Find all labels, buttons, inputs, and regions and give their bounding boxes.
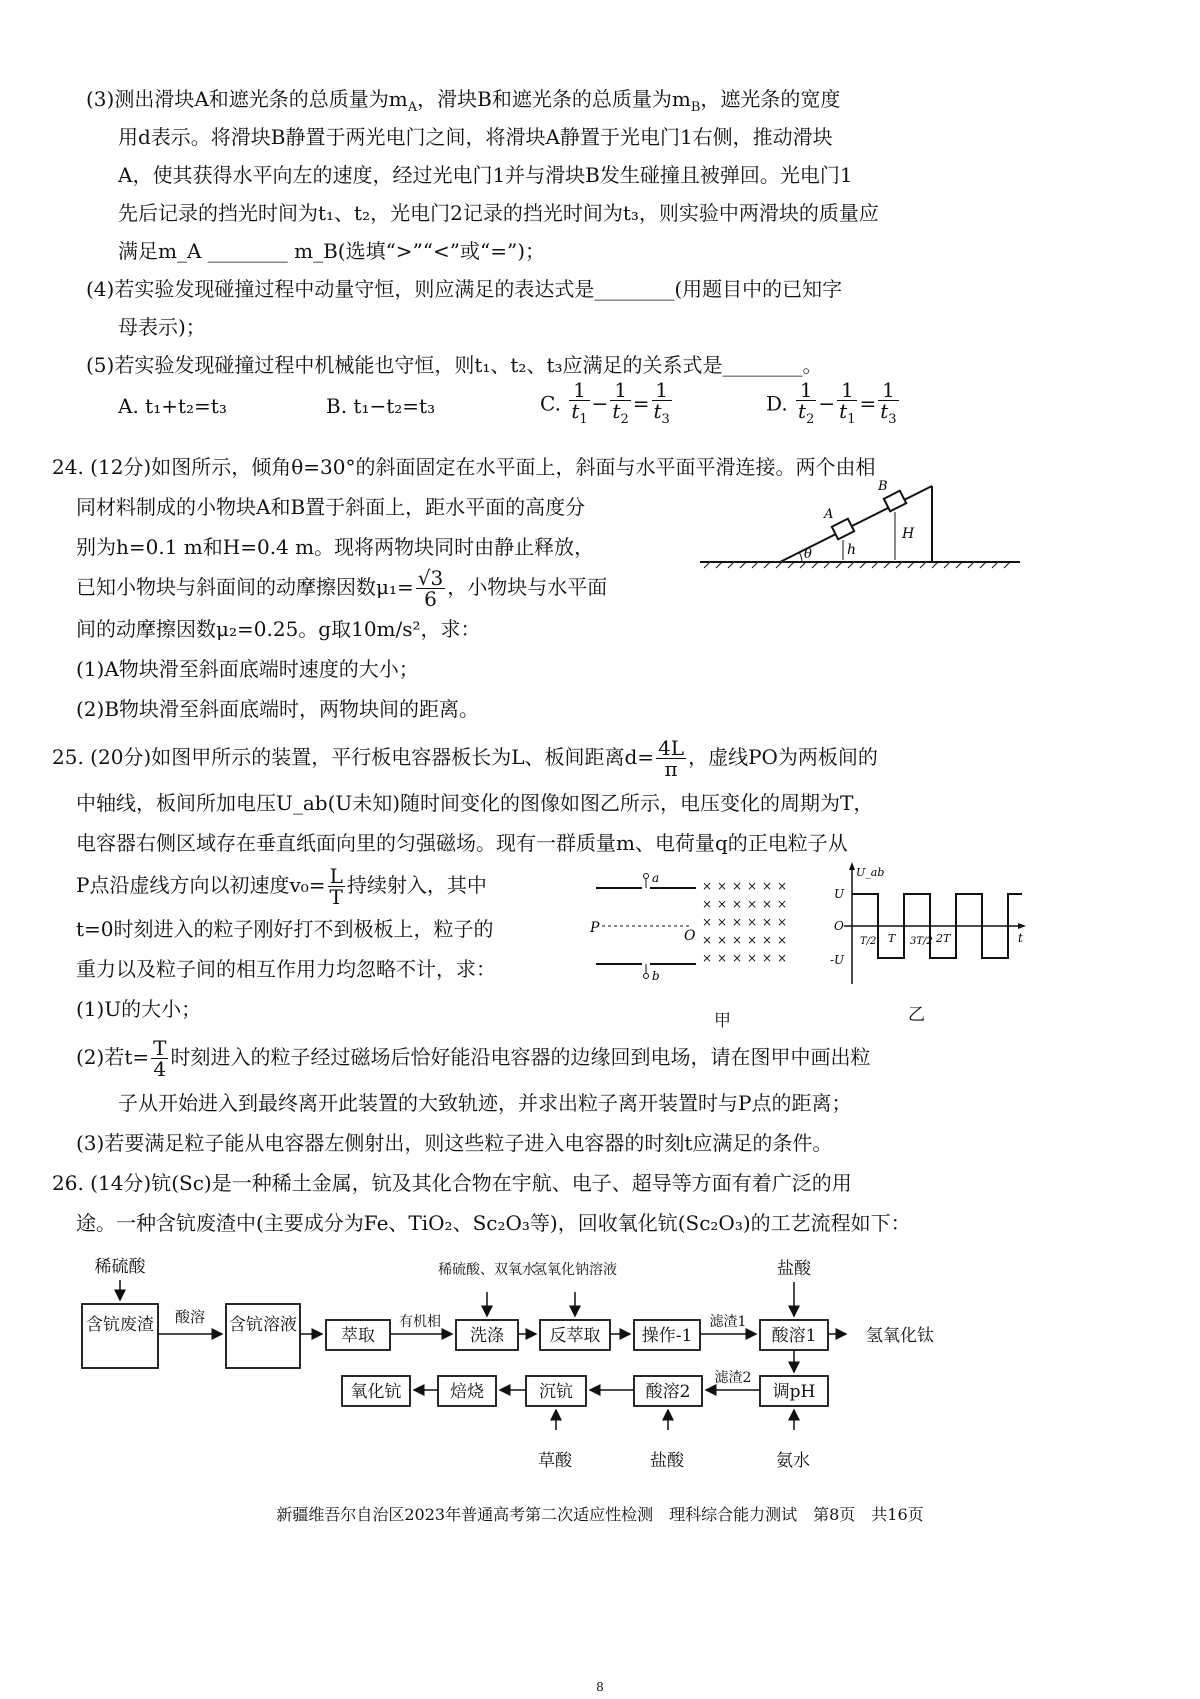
q23-p3-line3: A，使其获得水平向左的速度，经过光电门1并与滑块B发生碰撞且被弹回。光电门1 <box>118 163 853 187</box>
svg-text:×: × <box>777 879 788 893</box>
svg-text:反萃取: 反萃取 <box>549 1326 601 1346</box>
q24-sub2: (2)B物块滑至斜面底端时，两物块间的距离。 <box>76 697 480 721</box>
flow-reagent-ammonia: 氨水 <box>776 1451 810 1471</box>
svg-text:×: × <box>777 933 788 947</box>
option-a: A. t₁+t₂=t₃ <box>118 394 227 418</box>
svg-text:氧化钪: 氧化钪 <box>350 1382 402 1402</box>
svg-text:×: × <box>702 951 713 965</box>
svg-text:×: × <box>732 897 743 911</box>
svg-text:T/2: T/2 <box>860 936 877 947</box>
q23-p4-line1: (4)若实验发现碰撞过程中动量守恒，则应满足的表达式是________(用题目中的已知字 <box>86 277 843 301</box>
svg-text:3T/2: 3T/2 <box>910 936 933 947</box>
q25-line1: 25. (20分)如图甲所示的装置，平行板电容器板长为L、板间距离d= $\frac{4L}{\pi}$ ，虚线PO为两板间的 <box>52 736 878 781</box>
svg-text:×: × <box>717 915 728 929</box>
figure-yi-caption: 乙 <box>908 1005 925 1025</box>
svg-text:酸溶2: 酸溶2 <box>645 1382 691 1402</box>
q25-line4: P点沿虚线方向以初速度v₀= $\frac{L}{T}$ 持续射入，其中 <box>76 864 487 909</box>
option-b: B. t₁−t₂=t₃ <box>326 394 436 418</box>
q25-line3: 电容器右侧区域存在垂直纸面向里的匀强磁场。现有一群质量m、电荷量q的正电粒子从 <box>76 831 848 855</box>
process-flowchart <box>70 1254 1010 1434</box>
q25-sub2-line2: 子从开始进入到最终离开此装置的大致轨迹，并求出粒子离开装置时与P点的距离； <box>118 1091 852 1115</box>
q24-sub1: (1)A物块滑至斜面底端时速度的大小； <box>76 657 419 681</box>
svg-text:×: × <box>732 879 743 893</box>
svg-text:×: × <box>732 951 743 965</box>
svg-text:a: a <box>652 871 660 885</box>
q24-line5: 间的动摩擦因数μ₂=0.25。g取10m/s²，求： <box>76 617 481 641</box>
q25-line6: 重力以及粒子间的相互作用力均忽略不计，求： <box>76 957 496 981</box>
svg-text:×: × <box>762 933 773 947</box>
svg-text:稀硫酸、双氧水: 稀硫酸、双氧水 <box>438 1262 536 1278</box>
svg-text:×: × <box>747 897 758 911</box>
svg-text:×: × <box>777 951 788 965</box>
svg-text:×: × <box>702 915 713 929</box>
q23-p4-line2: 母表示)； <box>118 315 206 339</box>
flow-box1-l1: 含钪废渣 <box>86 1315 154 1335</box>
svg-text:×: × <box>702 897 713 911</box>
svg-text:U_ab: U_ab <box>856 866 885 879</box>
svg-text:×: × <box>717 951 728 965</box>
svg-text:×: × <box>747 951 758 965</box>
svg-text:h: h <box>847 542 857 558</box>
svg-text:×: × <box>762 951 773 965</box>
svg-text:×: × <box>777 915 788 929</box>
svg-text:沉钪: 沉钪 <box>539 1382 573 1402</box>
svg-text:盐酸: 盐酸 <box>777 1259 811 1279</box>
page-number: 8 <box>596 1680 604 1694</box>
q23-p3-line5: 满足m_A ________ m_B(选填“>”“<”或“=”)； <box>118 239 546 263</box>
figure-jia-caption: 甲 <box>714 1011 731 1031</box>
svg-text:有机相: 有机相 <box>399 1314 441 1330</box>
svg-text:氢氧化钠溶液: 氢氧化钠溶液 <box>533 1262 617 1278</box>
svg-text:×: × <box>732 933 743 947</box>
svg-text:A: A <box>824 507 834 522</box>
q25-line2: 中轴线，板间所加电压U_ab(U未知)随时间变化的图像如图乙所示，电压变化的周期为T， <box>76 791 874 815</box>
svg-text:×: × <box>762 897 773 911</box>
q23-p3-line4: 先后记录的挡光时间为t₁、t₂，光电门2记录的挡光时间为t₃，则实验中两滑块的质量应 <box>118 201 879 225</box>
svg-text:t: t <box>1018 931 1023 945</box>
svg-text:O: O <box>834 919 844 933</box>
svg-text:×: × <box>747 915 758 929</box>
q25-sub3: (3)若要满足粒子能从电容器左侧射出，则这些粒子进入电容器的时刻t应满足的条件。 <box>76 1131 833 1155</box>
svg-text:滤渣2: 滤渣2 <box>714 1370 752 1386</box>
svg-text:b: b <box>652 969 660 983</box>
svg-text:焙烧: 焙烧 <box>450 1382 484 1402</box>
svg-text:酸溶: 酸溶 <box>174 1308 206 1326</box>
svg-text:U: U <box>834 887 845 901</box>
voltage-graph-yi <box>822 860 1030 990</box>
flow-reagent-hcl2: 盐酸 <box>650 1451 684 1471</box>
q24-line2: 同材料制成的小物块A和B置于斜面上，距水平面的高度分 <box>76 495 586 519</box>
q25-line5: t=0时刻进入的粒子刚好打不到极板上，粒子的 <box>76 917 494 941</box>
svg-text:×: × <box>747 879 758 893</box>
flow-reagent-oxalic: 草酸 <box>538 1451 572 1471</box>
page-footer: 新疆维吾尔自治区2023年普通高考第二次适应性检测 理科综合能力测试 第8页 共16页 <box>276 1505 924 1524</box>
option-c: C. $\frac{1}{t_1}$ − $\frac{1}{t_2}$ = $\frac{1}{t_3}$ <box>540 378 670 427</box>
q23-p3-line1: (3)测出滑块A和遮光条的总质量为$m_A$，滑块B和遮光条的总质量为$m_B$，遮光条的宽度 <box>86 87 841 115</box>
svg-text:×: × <box>732 915 743 929</box>
q23-p3-line2: 用d表示。将滑块B静置于两光电门之间，将滑块A静置于光电门1右侧，推动滑块 <box>118 125 833 149</box>
capacitor-figure-jia <box>580 868 810 986</box>
svg-text:-U: -U <box>830 953 845 967</box>
q24-line1: 24. (12分)如图所示，倾角θ=30°的斜面固定在水平面上，斜面与水平面平滑连接。两个由相 <box>52 455 876 479</box>
svg-text:O: O <box>684 928 696 944</box>
incline-figure <box>700 479 1030 608</box>
q24-line4: 已知小物块与斜面间的动摩擦因数μ₁= $\frac{√3}{6}$ ，小物块与水平面 <box>76 566 608 611</box>
svg-text:萃取: 萃取 <box>341 1326 375 1346</box>
svg-text:×: × <box>717 897 728 911</box>
svg-text:酸溶1: 酸溶1 <box>771 1326 817 1346</box>
q23-p5-line1: (5)若实验发现碰撞过程中机械能也守恒，则t₁、t₂、t₃应满足的关系式是________。 <box>86 353 823 377</box>
svg-text:氢氧化钛: 氢氧化钛 <box>866 1326 934 1346</box>
svg-text:P: P <box>590 920 600 936</box>
svg-text:操作-1: 操作-1 <box>641 1326 693 1346</box>
svg-text:T: T <box>888 932 896 945</box>
svg-text:×: × <box>747 933 758 947</box>
svg-text:×: × <box>717 933 728 947</box>
option-d: D. $\frac{1}{t_2}$ − $\frac{1}{t_1}$ = $\frac{1}{t_3}$ <box>766 378 897 427</box>
svg-text:×: × <box>762 915 773 929</box>
svg-text:×: × <box>702 933 713 947</box>
svg-text:×: × <box>762 879 773 893</box>
q26-line2: 途。一种含钪废渣中(主要成分为Fe、TiO₂、Sc₂O₃等)，回收氧化钪(Sc₂O₃)的工艺流程如下： <box>76 1211 911 1235</box>
svg-text:2T: 2T <box>936 932 951 945</box>
svg-text:稀硫酸: 稀硫酸 <box>94 1257 146 1277</box>
q25-sub2-line1: (2)若t= $\frac{T}{4}$ 时刻进入的粒子经过磁场后恰好能沿电容器的边缘回到电场，请在图甲中画出粒 <box>76 1036 871 1081</box>
svg-text:含钪溶液: 含钪溶液 <box>229 1315 297 1335</box>
svg-text:B: B <box>878 479 888 494</box>
svg-text:滤渣1: 滤渣1 <box>709 1314 747 1330</box>
svg-text:×: × <box>777 897 788 911</box>
svg-text:洗涤: 洗涤 <box>470 1326 504 1346</box>
svg-text:×: × <box>717 879 728 893</box>
svg-text:×: × <box>702 879 713 893</box>
q26-line1: 26. (14分)钪(Sc)是一种稀土金属，钪及其化合物在宇航、电子、超导等方面有着广泛的用 <box>52 1171 852 1195</box>
svg-text:H: H <box>902 526 915 542</box>
svg-text:θ: θ <box>804 547 812 562</box>
q24-line3: 别为h=0.1 m和H=0.4 m。现将两物块同时由静止释放， <box>76 535 595 559</box>
q25-sub1: (1)U的大小； <box>76 997 202 1021</box>
svg-text:调pH: 调pH <box>772 1382 816 1402</box>
